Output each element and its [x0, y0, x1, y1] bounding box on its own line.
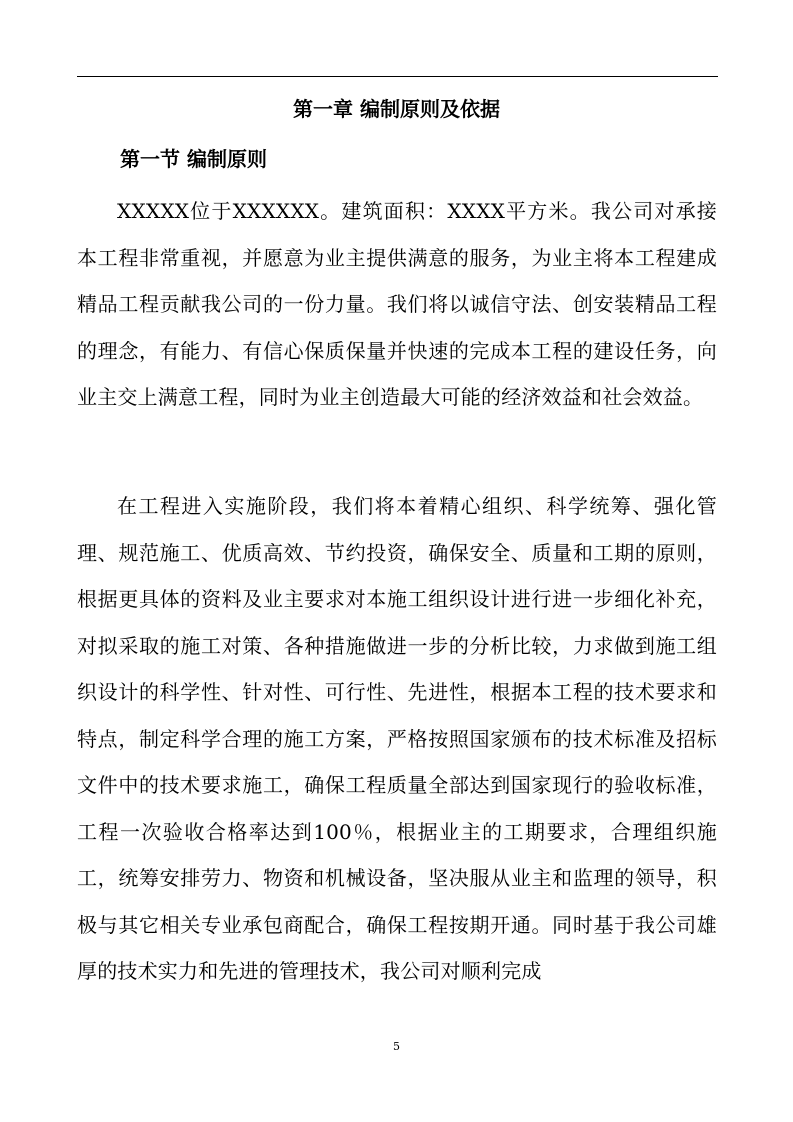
section-title: 第一节 编制原则 [120, 147, 267, 171]
body-paragraph: 在工程进入实施阶段，我们将本着精心组织、科学统筹、强化管理、规范施工、优质高效、节约投资，确保安全、质量和工期的原则，根据更具体的资料及业主要求对本施工组织设计进行进一步细化补充，对拟采取的施工对策、各种措施做进一步的分析比较，力求做到施工组织设计的科学性、针对性、可行性、先进性，根据本工程的技术要求和特点，制定科学合理的施工方案，严格按照国家颁布的技术标准及招标文件中的技术要求施工，确保工程质量全部达到国家现行的验收标准，工程一次验收合格率达到100％，根据业主的工期要求，合理组织施工，统筹安排劳力、物资和机械设备，坚决服从业主和监理的领导，积极与其它相关专业承包商配合，确保工程按期开通。同时基于我公司雄厚的技术实力和先进的管理技术，我公司对顺利完成 [77, 494, 717, 983]
body-paragraph: XXXXX位于XXXXXX。建筑面积：XXXX平方米。我公司对承接本工程非常重视，并愿意为业主提供满意的服务，为业主将本工程建成精品工程贡献我公司的一份力量。我们将以诚信守法、创安装精品工程的理念，有能力、有信心保质保量并快速的完成本工程的建设任务，向业主交上满意工程，同时为业主创造最大可能的经济效益和社会效益。 [77, 199, 717, 409]
body-paragraph-1-container [77, 188, 717, 421]
body-paragraph-2-container [77, 483, 717, 995]
page-number: 5 [393, 1040, 400, 1053]
chapter-title: 第一章 编制原则及依据 [293, 97, 500, 121]
header-rule [77, 76, 718, 77]
